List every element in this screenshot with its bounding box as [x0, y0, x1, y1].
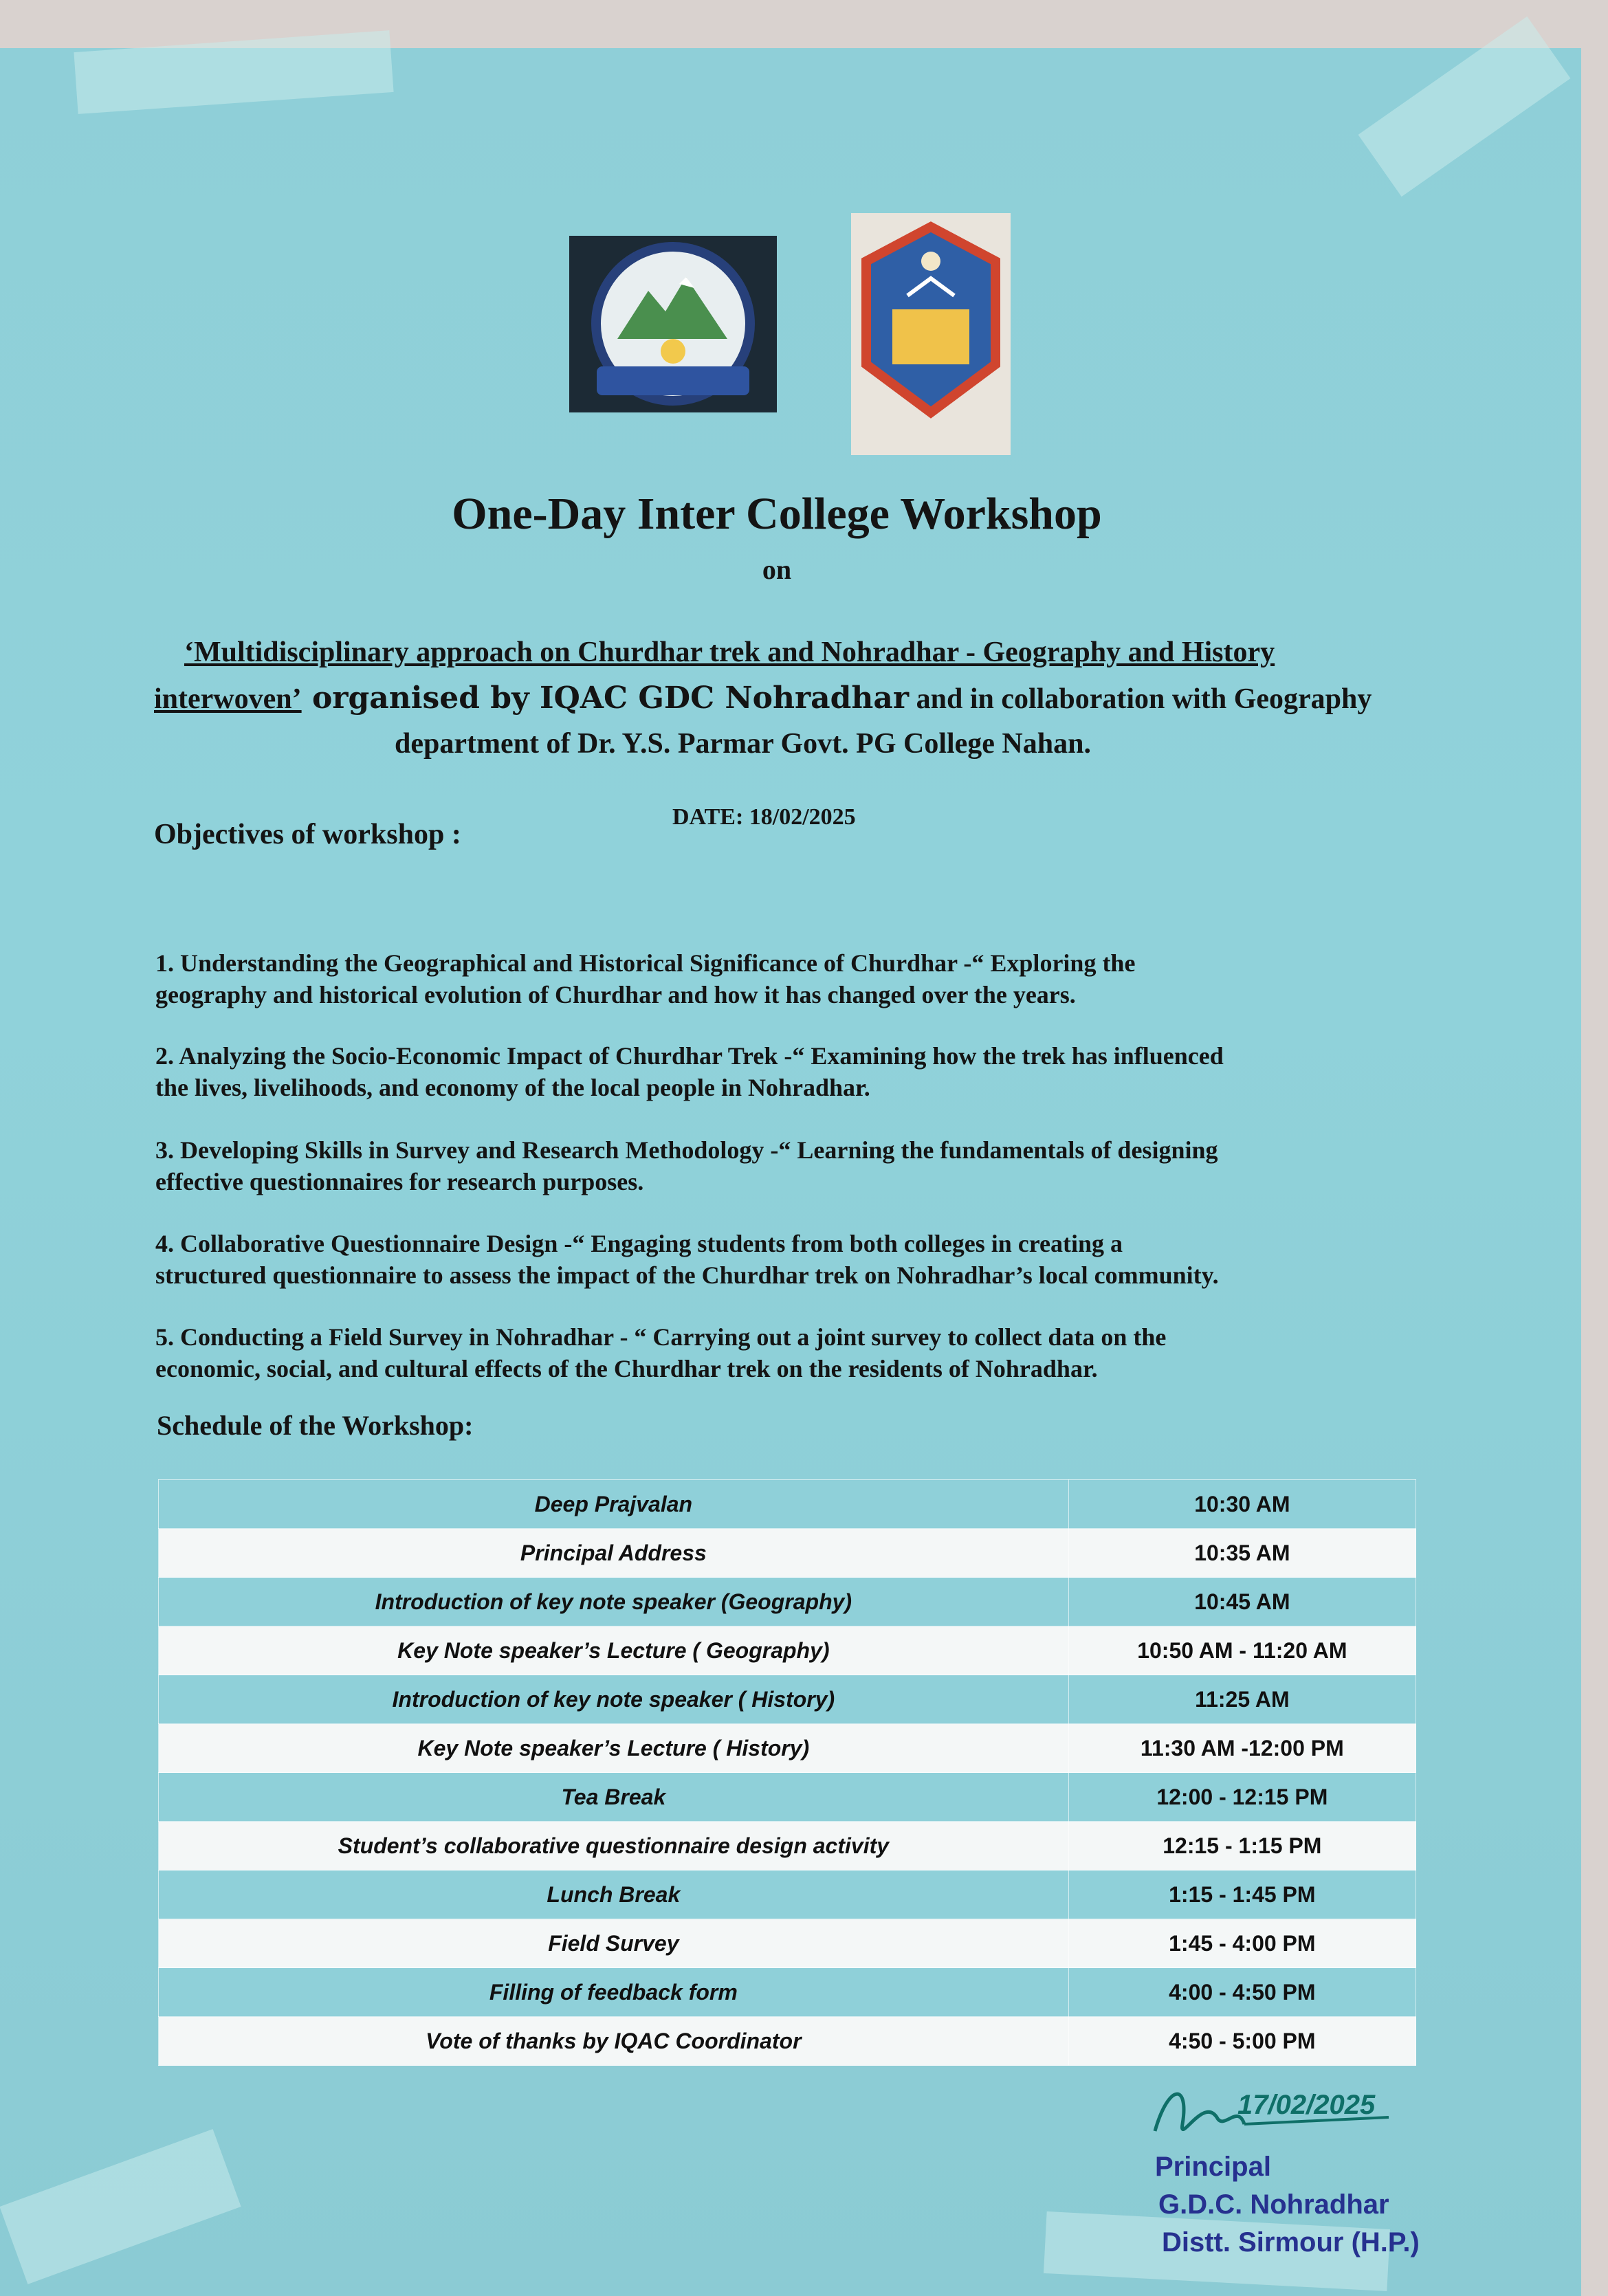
activity-cell: Introduction of key note speaker (Geography)	[159, 1578, 1069, 1626]
table-row	[159, 1919, 1416, 1968]
activity-cell: Vote of thanks by IQAC Coordinator	[159, 2017, 1069, 2066]
activity-cell: Introduction of key note speaker ( History)	[159, 1675, 1069, 1724]
activity-cell: Principal Address	[159, 1529, 1069, 1578]
workshop-date	[672, 804, 856, 830]
table-row	[159, 1480, 1416, 1529]
date-text: DATE: 18/02/2025	[672, 804, 856, 830]
time-cell: 4:50 - 5:00 PM	[1068, 2017, 1416, 2066]
activity-cell: Field Survey	[159, 1919, 1069, 1968]
objective-line: 4. Collaborative Questionnaire Design -“ Engaging students from both colleges in creating a	[155, 1230, 1123, 1257]
workshop-title: One-Day Inter College Workshop	[452, 489, 1102, 539]
objective-item	[155, 1321, 1434, 1384]
college-logo-right	[851, 213, 1011, 455]
department-text: department of Dr. Y.S. Parmar Govt. PG College Nahan.	[395, 728, 1091, 760]
objectives-heading: Objectives of workshop :	[154, 819, 461, 850]
activity-cell: Deep Prajvalan	[159, 1480, 1069, 1529]
time-cell: 10:30 AM	[1068, 1480, 1416, 1529]
college-emblem-right-icon	[851, 213, 1011, 455]
college-emblem-left-icon	[569, 236, 777, 412]
topic-line-1	[184, 636, 1275, 669]
time-cell: 4:00 - 4:50 PM	[1068, 1968, 1416, 2017]
stamp-principal: Principal	[1155, 2152, 1271, 2182]
time-cell: 12:15 - 1:15 PM	[1068, 1822, 1416, 1870]
college-logo-left	[569, 236, 777, 412]
time-cell: 10:50 AM - 11:20 AM	[1068, 1626, 1416, 1675]
stamp-college: G.D.C. Nohradhar	[1158, 2189, 1389, 2220]
objective-line: 5. Conducting a Field Survey in Nohradhar - “ Carrying out a joint survey to collect data on the	[155, 1323, 1167, 1351]
objective-line: the lives, livelihoods, and economy of the local people in Nohradhar.	[155, 1074, 870, 1101]
schedule-table	[158, 1479, 1416, 2066]
objective-line: structured questionnaire to assess the impact of the Churdhar trek on Nohradhar’s local community.	[155, 1261, 1219, 1289]
table-row	[159, 1822, 1416, 1870]
table-row	[159, 1968, 1416, 2017]
table-row	[159, 1870, 1416, 1919]
stamp-district: Distt. Sirmour (H.P.)	[1162, 2227, 1420, 2258]
topic-line-3	[395, 727, 1091, 760]
schedule-heading: Schedule of the Workshop:	[157, 1410, 474, 1441]
objective-line: 2. Analyzing the Socio-Economic Impact of Churdhar Trek -“ Examining how the trek has influenced	[155, 1042, 1224, 1070]
table-row	[159, 1724, 1416, 1773]
tape-top-right	[1358, 16, 1571, 197]
table-row	[159, 2017, 1416, 2066]
objective-item	[155, 1134, 1434, 1197]
objective-line: 3. Developing Skills in Survey and Research Methodology -“ Learning the fundamentals of designing	[155, 1136, 1218, 1164]
objective-line: economic, social, and cultural effects of the Churdhar trek on the residents of Nohradhar.	[155, 1355, 1098, 1382]
table-row	[159, 1626, 1416, 1675]
collaboration-text: and in collaboration with Geography	[909, 683, 1372, 715]
table-row	[159, 1529, 1416, 1578]
activity-cell: Lunch Break	[159, 1870, 1069, 1919]
time-cell: 11:30 AM -12:00 PM	[1068, 1724, 1416, 1773]
objective-line: geography and historical evolution of Churdhar and how it has changed over the years.	[155, 981, 1076, 1008]
time-cell: 1:45 - 4:00 PM	[1068, 1919, 1416, 1968]
objective-item	[155, 1228, 1434, 1291]
objective-item	[155, 947, 1434, 1011]
time-cell: 10:45 AM	[1068, 1578, 1416, 1626]
activity-cell: Filling of feedback form	[159, 1968, 1069, 2017]
time-cell: 11:25 AM	[1068, 1675, 1416, 1724]
topic-interwoven: interwoven’	[154, 683, 302, 715]
objective-item	[155, 1040, 1434, 1103]
handwritten-date: 17/02/2025	[1237, 2090, 1376, 2120]
objective-line: effective questionnaires for research purposes.	[155, 1168, 644, 1195]
activity-cell: Key Note speaker’s Lecture ( History)	[159, 1724, 1069, 1773]
topic-line-2	[154, 681, 1372, 716]
organised-by: organised by IQAC GDC Nohradhar	[301, 681, 910, 716]
topic-line-1-text: ‘Multidisciplinary approach on Churdhar trek and Nohradhar - Geography and History	[184, 637, 1275, 668]
objective-line: 1. Understanding the Geographical and Historical Significance of Churdhar -“ Exploring the	[155, 949, 1136, 977]
table-row	[159, 1675, 1416, 1724]
activity-cell: Student’s collaborative questionnaire design activity	[159, 1822, 1069, 1870]
activity-cell: Key Note speaker’s Lecture ( Geography)	[159, 1626, 1069, 1675]
activity-cell: Tea Break	[159, 1773, 1069, 1822]
table-row	[159, 1578, 1416, 1626]
time-cell: 1:15 - 1:45 PM	[1068, 1870, 1416, 1919]
time-cell: 12:00 - 12:15 PM	[1068, 1773, 1416, 1822]
tape-bottom-left	[0, 2129, 241, 2284]
on-text: on	[762, 554, 792, 585]
table-row	[159, 1773, 1416, 1822]
tape-top-left	[74, 30, 393, 114]
time-cell: 10:35 AM	[1068, 1529, 1416, 1578]
